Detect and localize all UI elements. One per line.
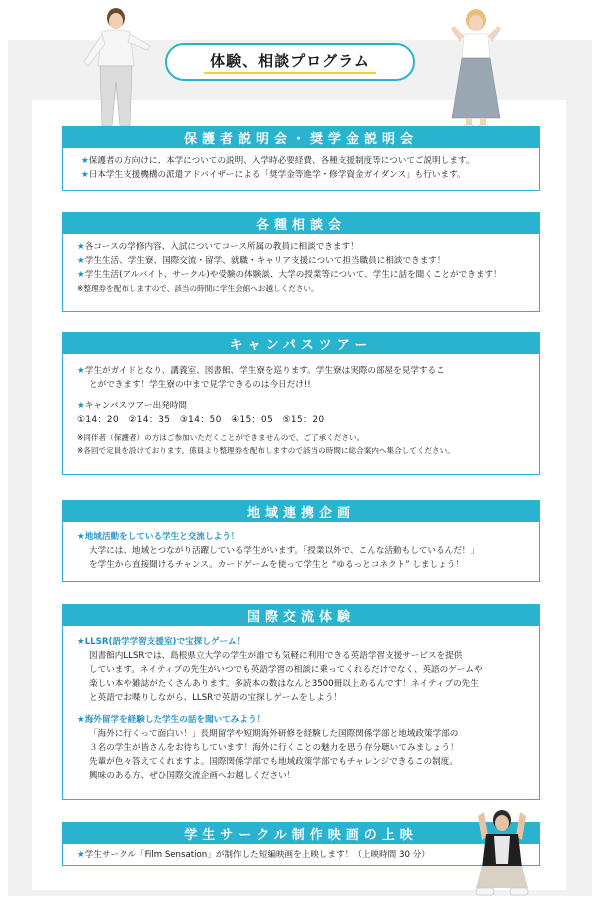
info-line: ★保護者の方向けに、本学についての説明、入学時必要経費、各種支援制度等についてご説明します。 — [81, 156, 475, 166]
section-regional — [62, 500, 540, 582]
note-line: ※各回で定員を設けております。係員より整理券を配布しますので該当の時間に総合案内へ集合してください。 — [77, 446, 455, 455]
section-heading: 各種相談会 — [63, 213, 539, 234]
info-line: 図書館内LLSRでは、島根県立大学の学生が誰でも気軽に利用できる英語学習支援サービスを提供 — [89, 651, 463, 661]
section-parent-scholarship — [62, 126, 540, 191]
info-line: 「海外に行くって面白い！」長期留学や短期海外研修を経験した国際関係学部と地域政策学部の — [89, 729, 459, 739]
info-line: 先輩が色々答えてくれますよ。国際関係学部でも地域政策学部でもチャレンジできるこの制度。 — [89, 757, 458, 767]
star-icon: ★ — [81, 170, 89, 180]
star-icon: ★ — [77, 270, 85, 280]
schedule-label: ★キャンパスツアー出発時間 — [77, 401, 187, 411]
section-heading: 学生サークル制作映画の上映 — [63, 823, 539, 844]
info-line: しています。ネイティブの先生がいつでも英語学習の相談に乗ってくれるだけでなく、英語のゲームや — [89, 665, 483, 675]
info-line: と英語でお喋りしながら、LLSRで英語の宝探しゲームをしよう！ — [89, 693, 343, 703]
sub-heading: ★地域活動をしている学生と交流しよう！ — [77, 532, 240, 542]
section-heading: 国際交流体験 — [63, 605, 539, 626]
info-line: 楽しい本や雑誌がたくさんあります。多読本の数はなんと3500冊以上あるんです！ネイティブの先生 — [89, 679, 479, 689]
section-consultation — [62, 212, 540, 312]
info-line: とができます！学生寮の中まで見学できるのは今日だけ!! — [89, 380, 311, 390]
section-film — [62, 822, 540, 866]
program-title-badge — [165, 43, 415, 81]
info-line: ★学生サークル「Film Sensation」が制作した短編映画を上映します！（上映時間 30 分） — [77, 850, 430, 860]
sub-heading: ★海外留学を経験した学生の話を聞いてみよう！ — [77, 715, 266, 725]
info-line: ★日本学生支援機構の派遣アドバイザーによる「奨学金等進学・修学資金ガイダンス」も行います。 — [81, 170, 466, 180]
info-line: ★各コースの学修内容、入試についてコース所属の教員に相談できます！ — [77, 242, 359, 252]
section-heading: 地域連携企画 — [63, 501, 539, 522]
info-line: ★学生生活、学生寮、国際交流・留学、就職・キャリア支援について担当職員に相談できます！ — [77, 256, 446, 266]
info-line: ★学生生活(アルバイト、サークル)や受験の体験談、大学の授業等について、学生に話を聞くことができます！ — [77, 270, 502, 280]
info-line: ３名の学生が皆さんをお待ちしています！海外に行くことの魅力を思う存分聴いてみましょう！ — [89, 743, 459, 753]
star-icon: ★ — [81, 156, 89, 166]
star-icon: ★ — [77, 850, 85, 860]
section-international — [62, 604, 540, 800]
info-line: ★学生がガイドとなり、講義室、図書館、学生寮を巡ります。学生寮は実際の部屋を見学するこ — [77, 366, 445, 376]
info-line: 興味のある方、ぜひ国際交流企画へお越しください！ — [89, 771, 296, 781]
student-photo-left — [78, 4, 156, 136]
page-title: 体験、相談プログラム — [204, 50, 376, 74]
star-icon: ★ — [77, 366, 85, 376]
note-line: ※整理券を配布しますので、該当の時間に学生会館へお越しください。 — [77, 284, 319, 293]
star-icon: ★ — [77, 401, 85, 411]
info-line: 大学には、地域とつながり活躍している学生がいます。「授業以外で、こんな活動もしているんだ！」 — [89, 546, 479, 556]
section-campus-tour — [62, 332, 540, 475]
info-line: を学生から直接聞けるチャンス。カードゲームを使って学生と “ゆるっとコネクト” しましょう！ — [89, 560, 464, 570]
student-photo-bottom-right — [470, 806, 534, 900]
note-line: ※同伴者（保護者）の方はご参加いただくことができませんので、ご了承ください。 — [77, 433, 365, 442]
tour-times: ①14：20 ②14：35 ③14：50 ④15：05 ⑤15：20 — [77, 415, 325, 425]
section-heading: 保護者説明会・奨学金説明会 — [63, 127, 539, 148]
star-icon: ★ — [77, 256, 85, 266]
star-icon: ★ — [77, 242, 85, 252]
sub-heading: ★LLSR(語学学習支援室)で宝探しゲーム！ — [77, 637, 246, 647]
section-heading: キャンパスツアー — [63, 333, 539, 354]
student-photo-right — [446, 6, 506, 132]
